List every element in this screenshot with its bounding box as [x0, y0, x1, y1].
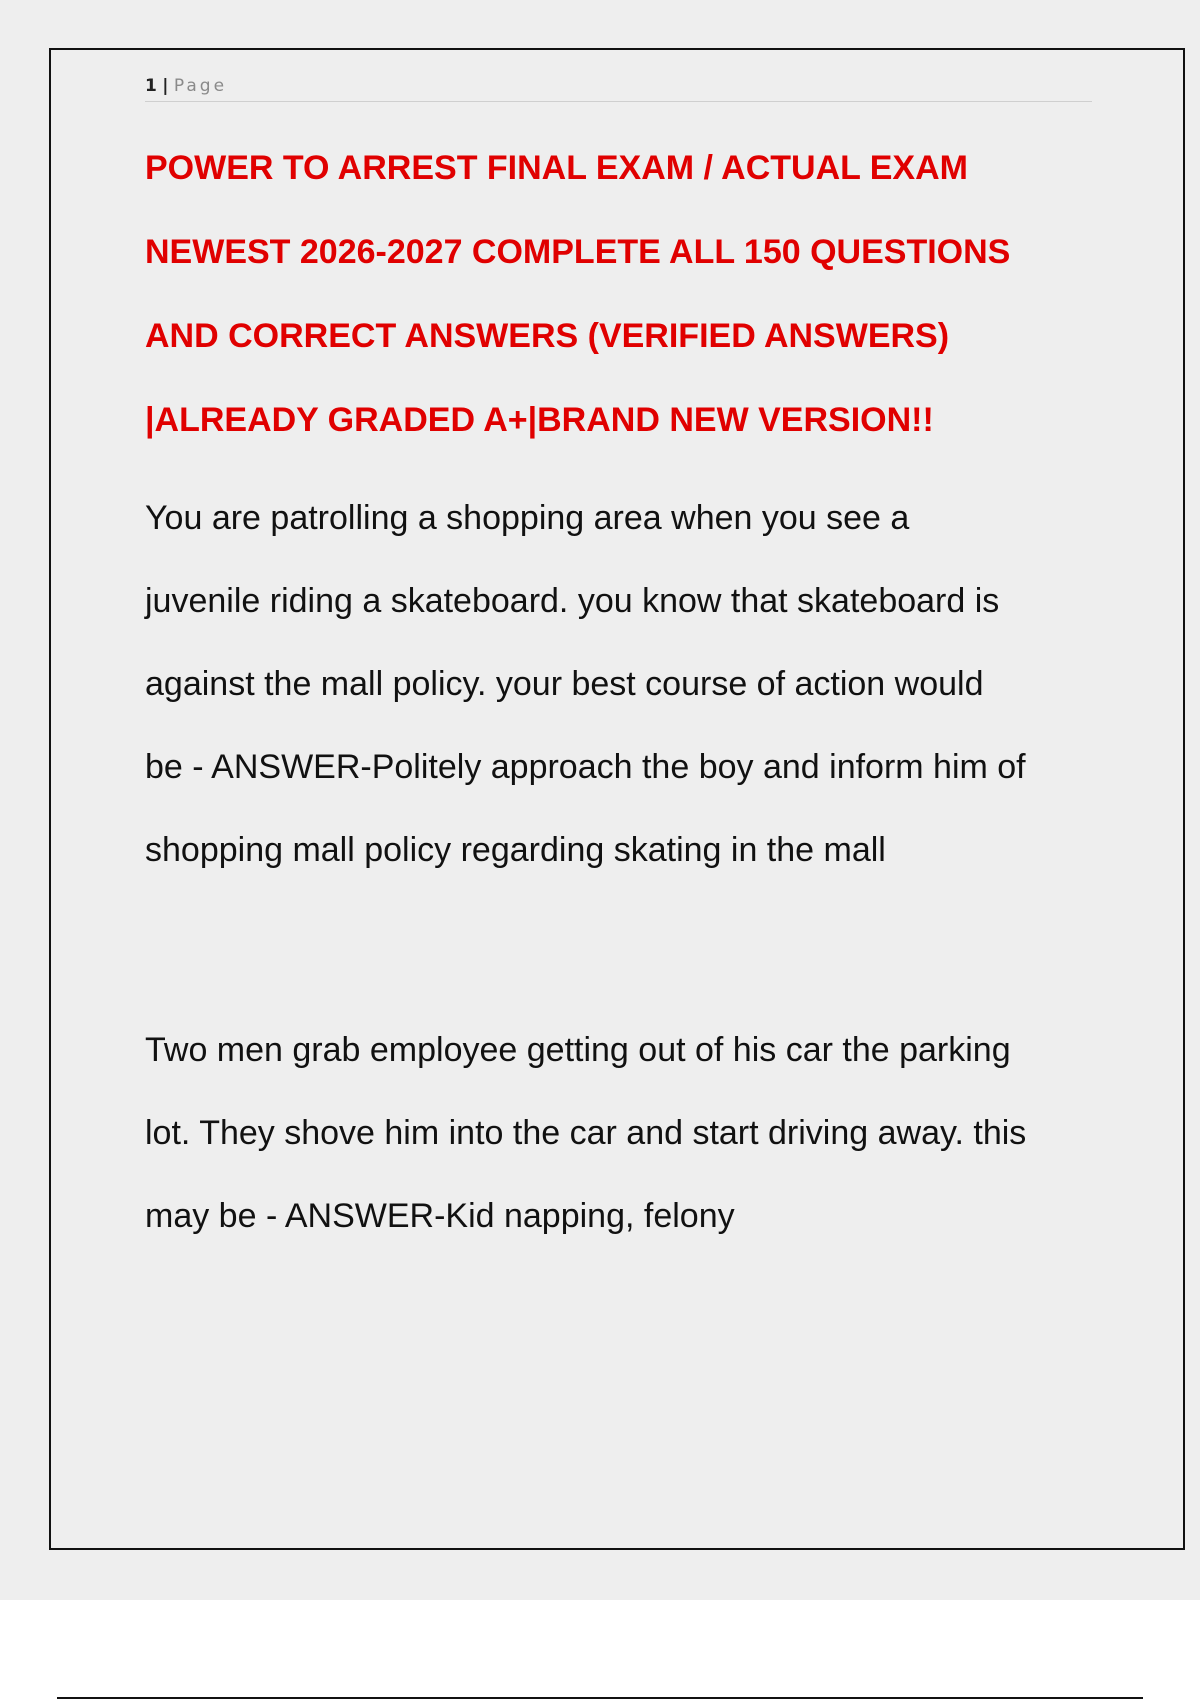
page-separator: | [162, 76, 169, 96]
title-line: AND CORRECT ANSWERS (VERIFIED ANSWERS) [145, 317, 950, 355]
footer-divider [57, 1697, 1143, 1699]
question-line: shopping mall policy regarding skating in the mall [145, 831, 886, 869]
page-header [145, 74, 1092, 102]
title-line: POWER TO ARREST FINAL EXAM / ACTUAL EXAM [145, 149, 968, 187]
question-line: may be - ANSWER-Kid napping, felony [145, 1197, 735, 1235]
document-title [145, 126, 1105, 462]
page-number: 1 [145, 76, 157, 96]
question-answer-2 [145, 1009, 1105, 1258]
question-line: against the mall policy. your best course of action would [145, 665, 984, 703]
question-line: You are patrolling a shopping area when you see a [145, 499, 910, 537]
question-line: Two men grab employee getting out of his car the parking [145, 1031, 1011, 1069]
question-answer-1 [145, 477, 1105, 892]
title-line: NEWEST 2026-2027 COMPLETE ALL 150 QUESTIONS [145, 233, 1011, 271]
question-line: juvenile riding a skateboard. you know that skateboard is [145, 582, 1000, 620]
question-line: be - ANSWER-Politely approach the boy and inform him of [145, 748, 1026, 786]
title-line: |ALREADY GRADED A+|BRAND NEW VERSION!! [145, 401, 934, 439]
question-line: lot. They shove him into the car and start driving away. this [145, 1114, 1027, 1152]
page-label: Page [173, 76, 228, 96]
